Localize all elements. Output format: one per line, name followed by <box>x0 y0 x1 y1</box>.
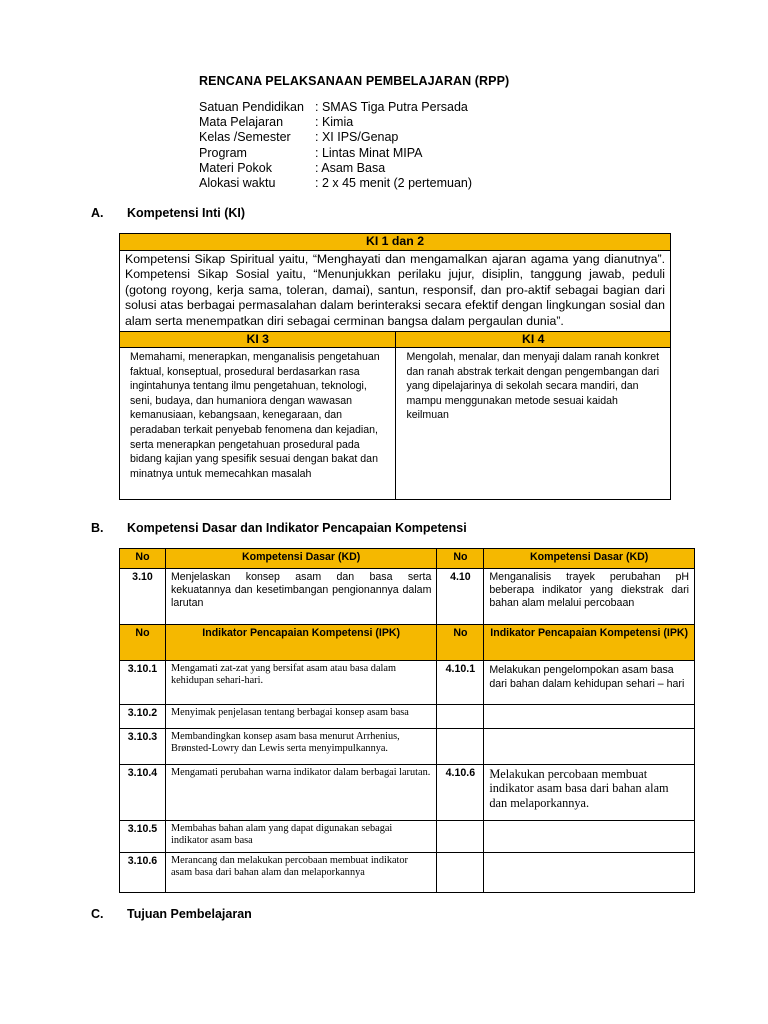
ipk-text <box>484 729 695 765</box>
ipk-number: 4.10.1 <box>437 661 484 705</box>
ipk-text: Membandingkan konsep asam basa menurut Arrhenius, Brønsted-Lowry dan Lewis serta menyimpulkannya. <box>165 729 436 765</box>
ipk-number <box>437 705 484 729</box>
ipk-text <box>484 821 695 853</box>
kd-number: 3.10 <box>120 569 166 625</box>
header-no: No <box>437 549 484 569</box>
meta-label: Materi Pokok <box>199 160 272 175</box>
ipk-number <box>437 729 484 765</box>
section-title: Kompetensi Dasar dan Indikator Pencapaian Kompetensi <box>127 521 467 535</box>
meta-row <box>199 100 472 115</box>
meta-label: Mata Pelajaran <box>199 115 284 130</box>
meta-label: Alokasi waktu <box>199 176 276 191</box>
section-letter: B. <box>91 521 104 535</box>
meta-row <box>199 161 472 176</box>
ipk-text <box>484 705 695 729</box>
ipk-number: 3.10.1 <box>120 661 166 705</box>
ipk-text: Menyimak penjelasan tentang berbagai konsep asam basa <box>165 705 436 729</box>
meta-value: : 2 x 45 menit (2 pertemuan) <box>315 176 473 191</box>
section-title: Kompetensi Inti (KI) <box>127 206 246 220</box>
table-row <box>120 853 695 893</box>
ki12-header: KI 1 dan 2 <box>120 234 671 251</box>
meta-row <box>199 176 472 191</box>
header-no: No <box>120 549 166 569</box>
section-c-heading <box>91 907 252 921</box>
meta-value: : XI IPS/Genap <box>315 130 399 145</box>
kd-text: Menganalisis trayek perubahan pH beberapa indikator yang diekstrak dari bahan alam melalui percobaan <box>484 569 695 625</box>
table-row <box>120 705 695 729</box>
header-kd: Kompetensi Dasar (KD) <box>484 549 695 569</box>
meta-value: : Asam Basa <box>315 160 386 175</box>
ipk-number: 4.10.6 <box>437 765 484 821</box>
header-no: No <box>437 625 484 661</box>
ki12-text: Kompetensi Sikap Spiritual yaitu, “Menghayati dan mengamalkan ajaran agama yang dianutnya”. Kompetensi Sikap Sosial yaitu, “Menunjukkan perilaku jujur, disiplin, tanggung jawab, peduli (gotong royong, kerja sama, toleran, damai), santun, responsif, dan pro-aktif sebagai bagian dari solusi atas berbagai permasalahan dalam berinteraksi secara efektif dengan lingkungan sosial dan alam serta menempatkan diri sebagai cerminan bangsa dalam pergaulan dunia”. <box>120 251 671 332</box>
table-row <box>120 661 695 705</box>
ipk-text: Melakukan pengelompokan asam basa dari bahan dalam kehidupan sehari – hari <box>484 661 695 705</box>
header-ipk: Indikator Pencapaian Kompetensi (IPK) <box>484 625 695 661</box>
ipk-text: Mengamati zat-zat yang bersifat asam atau basa dalam kehidupan sehari-hari. <box>165 661 436 705</box>
section-b-heading <box>91 521 467 535</box>
table-row <box>120 765 695 821</box>
section-title: Tujuan Pembelajaran <box>127 907 252 921</box>
ki4-header: KI 4 <box>396 332 671 348</box>
ki3-text: Memahami, menerapkan, menganalisis pengetahuan faktual, konseptual, prosedural berdasarkan rasa ingintahunya tentang ilmu pengetahuan, teknologi, seni, budaya, dan humaniora dengan wawasan kemanusiaan, kebangsaan, kenegaraan, dan peradaban terkait penyebab fenomena dan kejadian, serta menerapkan pengetahuan prosedural pada bidang kajian yang spesifik sesuai dengan bakat dan minatnya untuk memecahkan masalah <box>120 348 396 500</box>
ipk-number: 3.10.4 <box>120 765 166 821</box>
meta-label: Kelas /Semester <box>199 130 291 145</box>
table-row <box>120 821 695 853</box>
ipk-text: Membahas bahan alam yang dapat digunakan sebagai indikator asam basa <box>165 821 436 853</box>
header-no: No <box>120 625 166 661</box>
ipk-text: Mengamati perubahan warna indikator dalam berbagai larutan. <box>165 765 436 821</box>
document-title: RENCANA PELAKSANAAN PEMBELAJARAN (RPP) <box>199 74 510 88</box>
ipk-number <box>437 853 484 893</box>
kd-ipk-table <box>119 548 695 893</box>
header-kd: Kompetensi Dasar (KD) <box>165 549 436 569</box>
ki3-header: KI 3 <box>120 332 396 348</box>
meta-row <box>199 130 472 145</box>
meta-value: : SMAS Tiga Putra Persada <box>315 100 468 114</box>
ipk-number <box>437 821 484 853</box>
table-row <box>120 729 695 765</box>
ipk-text: Melakukan percobaan membuat indikator asam basa dari bahan alam dan melaporkannya. <box>484 765 695 821</box>
kd-number: 4.10 <box>437 569 484 625</box>
meta-value: : Lintas Minat MIPA <box>315 145 423 160</box>
meta-row <box>199 115 472 130</box>
section-letter: C. <box>91 907 104 921</box>
meta-row <box>199 146 472 161</box>
header-ipk: Indikator Pencapaian Kompetensi (IPK) <box>165 625 436 661</box>
ki4-text: Mengolah, menalar, dan menyaji dalam ranah konkret dan ranah abstrak terkait dengan pengembangan dari yang dipelajarinya di sekolah secara mandiri, dan mampu menggunakan metode sesuai kaidah keilmuan <box>396 348 671 500</box>
meta-value: : Kimia <box>315 115 354 130</box>
meta-label: Program <box>199 145 247 160</box>
ipk-number: 3.10.3 <box>120 729 166 765</box>
ipk-number: 3.10.6 <box>120 853 166 893</box>
ipk-text <box>484 853 695 893</box>
ipk-number: 3.10.5 <box>120 821 166 853</box>
ipk-text: Merancang dan melakukan percobaan membuat indikator asam basa dari bahan alam dan melaporkannya <box>165 853 436 893</box>
meta-label: Satuan Pendidikan <box>199 100 304 114</box>
section-a-heading <box>91 206 245 220</box>
ki-table <box>119 233 671 500</box>
identity-block <box>199 100 472 191</box>
section-letter: A. <box>91 206 104 220</box>
ipk-number: 3.10.2 <box>120 705 166 729</box>
kd-text: Menjelaskan konsep asam dan basa serta kekuatannya dan kesetimbangan pengionannya dalam larutan <box>165 569 436 625</box>
